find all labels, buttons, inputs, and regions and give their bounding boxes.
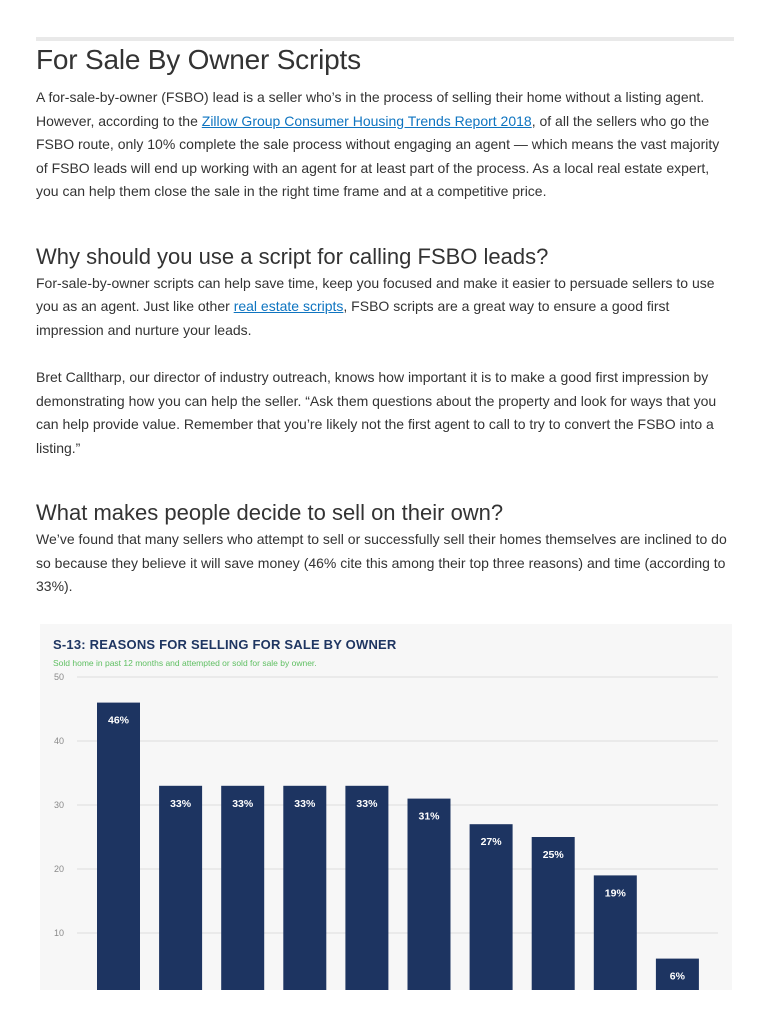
bar-value-label: 33% (294, 797, 316, 810)
intro-text-1: A for-sale-by-owner (FSBO) lead is a seller who’s in the process of selling their home without a listing agent. However, according to the (36, 89, 705, 129)
zillow-report-link[interactable]: Zillow Group Consumer Housing Trends Report 2018 (201, 112, 532, 129)
y-tick-label: 30 (54, 800, 65, 810)
bar-value-label: 46% (107, 714, 130, 727)
top-divider (36, 37, 734, 41)
bar-value-label: 6% (669, 970, 685, 983)
sell-own-paragraph: We’ve found that many sellers who attempt to sell or successfully sell their homes themselves are inclined to do so because they believe it will save money (46% cite this among their top three reasons) and time (according to 33%). (36, 531, 727, 594)
article (36, 42, 734, 599)
y-tick-label: 50 (54, 672, 65, 682)
section-heading-why-script: Why should you use a script for calling FSBO leads? (36, 243, 549, 269)
bar-value-label: 33% (356, 797, 378, 810)
intro-paragraph (36, 86, 734, 204)
bar (470, 824, 513, 990)
bar (345, 786, 388, 990)
bar-value-label: 33% (232, 797, 254, 810)
why-script-text-1: For-sale-by-owner scripts can help save time, keep you focused and make it easier to persuade sellers to use you as an agent. Just like other (36, 274, 715, 314)
bar (221, 786, 264, 990)
fsbo-reasons-chart (40, 624, 732, 990)
bar (408, 799, 451, 990)
bar-value-label: 27% (480, 836, 502, 849)
page-title: For Sale By Owner Scripts (36, 44, 361, 75)
section-heading-sell-own: What makes people decide to sell on their own? (36, 500, 504, 525)
bar-value-label: 19% (604, 887, 626, 900)
calltharp-quote-paragraph: Bret Calltharp, our director of industry outreach, knows how important it is to make a good first impression by demonstrating how you can help the seller. “Ask them questions about the property and look for ways that you can help provide value. Remember that you’re likely not the first agent to call to try to convert the FSBO into a listing.” (36, 369, 717, 456)
bar (97, 703, 140, 990)
y-tick-label: 40 (54, 736, 65, 746)
bar (283, 786, 326, 990)
chart-title: S-13: REASONS FOR SELLING FOR SALE BY OWNER (53, 637, 397, 652)
chart-subtitle: Sold home in past 12 months and attempted or sold for sale by owner. (53, 658, 317, 668)
y-tick-label: 10 (54, 928, 65, 938)
real-estate-scripts-link[interactable]: real estate scripts (233, 298, 344, 314)
y-tick-label: 20 (54, 864, 65, 874)
bar-value-label: 25% (542, 849, 564, 861)
why-script-text-2: , FSBO scripts are a great way to ensure a good first impression and nurture your leads. (36, 298, 670, 338)
intro-text-2: , of all the sellers who go the FSBO route, only 10% complete the sale process without engaging an agent — which means the vast majority of FSBO leads will end up working with an agent for at least part of the process. As a local real estate expert, you can help them close the sale in the right time frame and at a competitive price. (36, 112, 720, 199)
chart-canvas (40, 624, 732, 990)
bar-value-label: 31% (418, 810, 440, 823)
bar (159, 786, 202, 990)
why-script-paragraph (36, 272, 734, 343)
bar-value-label: 33% (170, 797, 192, 810)
